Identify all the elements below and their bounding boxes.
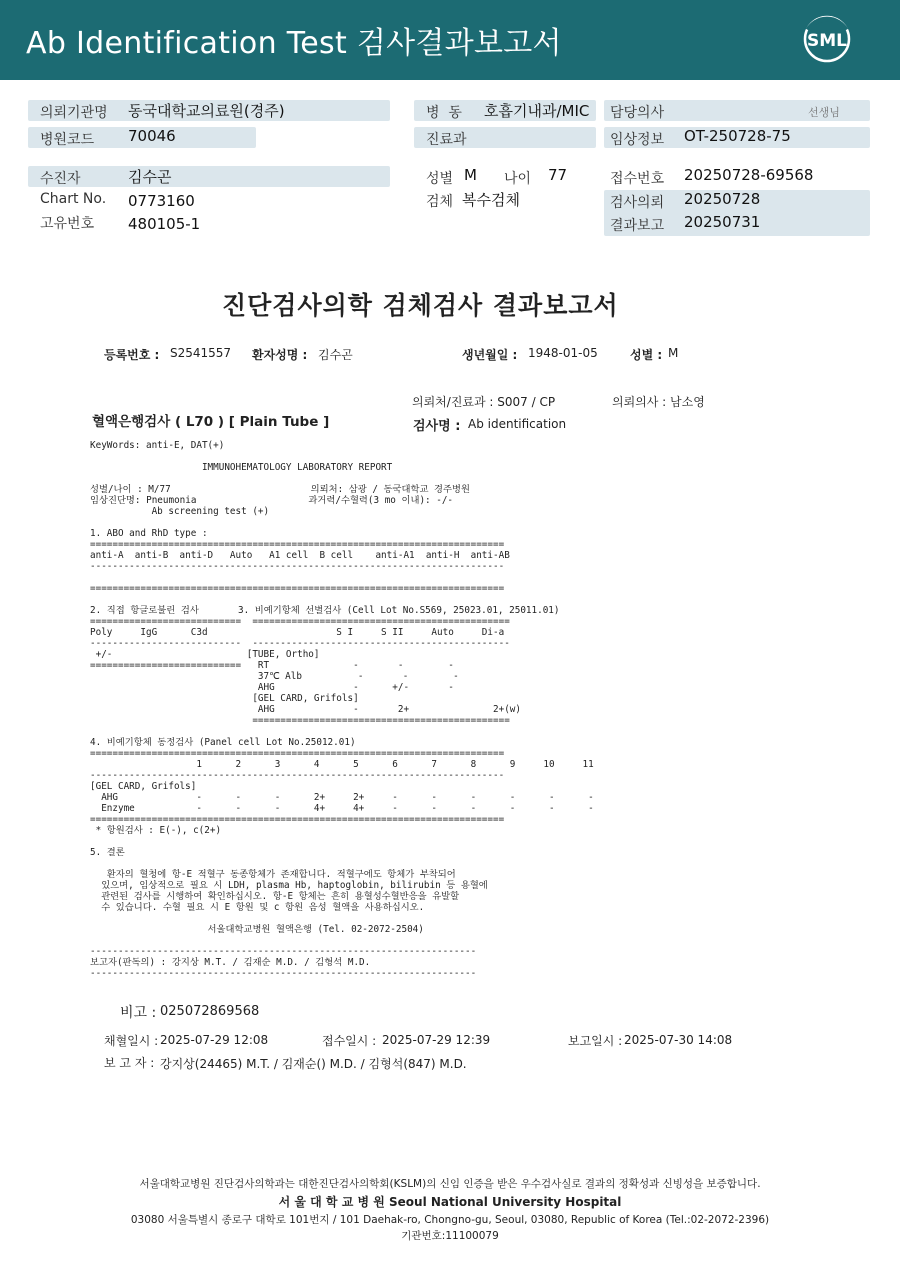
ward-label: 병 동 <box>426 105 462 121</box>
lab-report-line: +/- [TUBE, Ortho] <box>90 649 320 660</box>
lab-report-line: --------------------------------------------------------------------- <box>90 946 477 957</box>
dob-value: 1948-01-05 <box>528 346 598 360</box>
report-label: 결과보고 <box>610 218 665 234</box>
lab-report-line: 수 있습니다. 수혈 필요 시 E 항원 및 c 항원 음성 혈액을 사용하십시오. <box>90 902 425 913</box>
reported-value: 2025-07-30 14:08 <box>624 1033 733 1047</box>
lab-report-line <box>90 913 594 924</box>
lab-report-line: AHG - 2+ 2+(w) <box>90 704 521 715</box>
lab-report-line: 1. ABO and RhD type : <box>90 528 208 539</box>
unique-value: 480105-1 <box>128 215 201 233</box>
lab-report-line: ========================================================================== <box>90 748 505 759</box>
lab-report-line: 환자의 혈청에 항-E 적혈구 동종항체가 존재합니다. 적혈구에도 항체가 부착되어 <box>90 869 456 880</box>
lab-report-line: 관련된 검사를 시행하여 확인하십시오. 항-E 항체는 흔히 용혈성수혈반응을 유발할 <box>90 891 460 902</box>
patient-label: 수진자 <box>40 171 81 187</box>
institution-value: 동국대학교의료원(경주) <box>128 102 285 120</box>
lab-report-line: 4. 비예기항체 동정검사 (Panel cell Lot No.25012.01) <box>90 737 356 748</box>
doctor-label: 담당의사 <box>610 105 665 121</box>
lab-report-line: anti-A anti-B anti-D Auto A1 cell B cell anti-A1 anti-H anti-AB <box>90 550 510 561</box>
lab-report-line <box>90 572 594 583</box>
header-bar <box>0 0 900 80</box>
lab-report-line: * 항원검사 : E(-), c(2+) <box>90 825 222 836</box>
lab-report-body <box>90 440 594 979</box>
lab-report-line: --------------------------- ---------------------------------------------- <box>90 638 510 649</box>
receive-label: 접수일시 : <box>322 1034 377 1048</box>
lab-report-line: 1 2 3 4 5 6 7 8 9 10 11 <box>90 759 594 770</box>
dob-label: 생년월일 : <box>462 348 518 362</box>
lab-report-line: 성별/나이 : M/77 의뢰처: 삼광 / 동국대학교 경주병원 <box>90 484 470 495</box>
lab-report-line <box>90 517 594 528</box>
collect-label: 채혈일시 : <box>104 1034 159 1048</box>
lab-report-line: 보고자(판독의) : 강지상 M.T. / 김재순 M.D. / 김형석 M.D. <box>90 957 371 968</box>
dept-line: 의뢰처/진료과 : S007 / CP <box>412 395 556 409</box>
lab-report-line: -------------------------------------------------------------------------- <box>90 561 505 572</box>
lab-report-line: 37℃ Alb - - - <box>90 671 459 682</box>
chart-value: 0773160 <box>128 192 195 210</box>
collect-value: 2025-07-29 12:08 <box>160 1033 269 1047</box>
request-date: 20250728 <box>684 190 761 208</box>
footer-certification: 서울대학교병원 진단검사의학과는 대한진단검사의학회(KSLM)의 신임 인증을 받은 우수검사실로 결과의 정확성과 신빙성을 보증합니다. <box>139 1178 761 1190</box>
lab-report-line: Poly IgG C3d S I S II Auto Di-a <box>90 627 505 638</box>
footer-hospital-name: 서 울 대 학 교 병 원 Seoul National University Hospital <box>278 1195 622 1209</box>
report-date: 20250731 <box>684 213 761 231</box>
test-name-label: 검사명 : <box>413 419 461 434</box>
lab-report-line: 5. 결론 <box>90 847 125 858</box>
lab-report-line <box>90 935 594 946</box>
hospital-code-value: 70046 <box>128 127 176 145</box>
lab-report-line: ========================================================================== <box>90 814 505 825</box>
lab-report-line: 서울대학교병원 혈액은행 (Tel. 02-2072-2504) <box>90 924 424 935</box>
sml-logo-icon <box>802 14 852 64</box>
specimen-value: 복수검체 <box>462 191 520 209</box>
lab-report-line <box>90 726 594 737</box>
department-label: 진료과 <box>426 132 467 148</box>
lab-report-line: [GEL CARD, Grifols] <box>90 693 359 704</box>
reg-value: S2541557 <box>170 346 232 360</box>
institution-label: 의뢰기관명 <box>40 105 108 121</box>
unique-label: 고유번호 <box>40 216 95 232</box>
lab-report-line: Ab screening test (+) <box>90 506 270 517</box>
patient-value: 김수곤 <box>128 168 172 186</box>
lab-report-line: 있으며, 임상적으로 필요 시 LDH, plasma Hb, haptoglobin, bilirubin 등 용혈에 <box>90 880 488 891</box>
ward-value: 호흡기내과/MIC <box>484 102 590 120</box>
doctor-suffix: 선생님 <box>808 106 840 119</box>
lab-report-line: --------------------------------------------------------------------- <box>90 968 477 979</box>
sex-label: 성별 <box>426 171 454 187</box>
receive-value: 2025-07-29 12:39 <box>382 1033 491 1047</box>
lab-report-line <box>90 594 594 605</box>
lab-report-line: Enzyme - - - 4+ 4+ - - - - - - <box>90 803 594 814</box>
lab-report-line: ============================================== <box>90 715 510 726</box>
age-label: 나이 <box>504 171 532 187</box>
lab-report-line: AHG - +/- - <box>90 682 454 693</box>
sex-value: M <box>464 166 477 184</box>
reporter-value: 강지상(24465) M.T. / 김재순() M.D. / 김형석(847) M.D. <box>160 1057 467 1071</box>
physician-line: 의뢰의사 : 남소영 <box>612 395 705 409</box>
sex-label-2: 성별 : <box>630 348 663 362</box>
lab-report-line: -------------------------------------------------------------------------- <box>90 770 505 781</box>
lab-report-line <box>90 836 594 847</box>
clinical-value: OT-250728-75 <box>684 127 791 145</box>
patient-row-bg <box>28 166 390 187</box>
lab-report-line: 2. 직접 항글로불린 검사 3. 비예기항체 선별검사 (Cell Lot No.S569, 25023.01, 25011.01) <box>90 605 560 616</box>
lab-report-line: KeyWords: anti-E, DAT(+) <box>90 440 225 451</box>
test-name-value: Ab identification <box>468 417 567 431</box>
logo-text: SML <box>807 31 847 51</box>
chart-label: Chart No. <box>40 191 107 207</box>
lab-report-line <box>90 473 594 484</box>
specimen-label: 검체 <box>426 194 454 210</box>
lab-report-line <box>90 451 594 462</box>
remark-value: 025072869568 <box>160 1004 260 1019</box>
clinical-label: 임상정보 <box>610 132 665 148</box>
lab-report-line: =========================== ============================================== <box>90 616 510 627</box>
lab-report-line <box>90 858 594 869</box>
remark-label: 비고 : <box>120 1005 157 1021</box>
lab-report-line: ========================================================================== <box>90 583 505 594</box>
lab-report-line: IMMUNOHEMATOLOGY LABORATORY REPORT <box>90 462 393 473</box>
lab-report-line: =========================== RT - - - <box>90 660 454 671</box>
lab-report-line: [GEL CARD, Grifols] <box>90 781 197 792</box>
footer-address: 03080 서울특별시 종로구 대학로 101번지 / 101 Daehak-ro, Chongno-gu, Seoul, 03080, Republic of Korea (Tel.:02-2072-2396) <box>130 1214 770 1226</box>
age-value: 77 <box>548 166 568 184</box>
test-group: 혈액은행검사 ( L70 ) [ Plain Tube ] <box>92 414 330 430</box>
reporter-label: 보 고 자 : <box>104 1056 155 1070</box>
receipt-no-label: 접수번호 <box>610 171 665 187</box>
lab-report-line: 임상진단명: Pneumonia 과거력/수혈력(3 mo 이내): -/- <box>90 495 454 506</box>
page-title: Ab Identification Test 검사결과보고서 <box>26 26 562 61</box>
report-title: 진단검사의학 검체검사 결과보고서 <box>222 291 619 320</box>
receipt-no-value: 20250728-69568 <box>684 166 814 184</box>
lab-report-line: ========================================================================== <box>90 539 505 550</box>
name-value: 김수곤 <box>318 348 353 362</box>
hospital-code-label: 병원코드 <box>40 132 95 148</box>
request-label: 검사의뢰 <box>610 195 665 211</box>
reported-label: 보고일시 : <box>568 1034 623 1048</box>
reg-label: 등록번호 : <box>104 348 160 362</box>
lab-report-line: AHG - - - 2+ 2+ - - - - - - <box>90 792 594 803</box>
sex-value-2: M <box>668 346 679 360</box>
name-label: 환자성명 : <box>252 348 308 362</box>
footer-institution-code: 기관번호:11100079 <box>401 1230 499 1242</box>
